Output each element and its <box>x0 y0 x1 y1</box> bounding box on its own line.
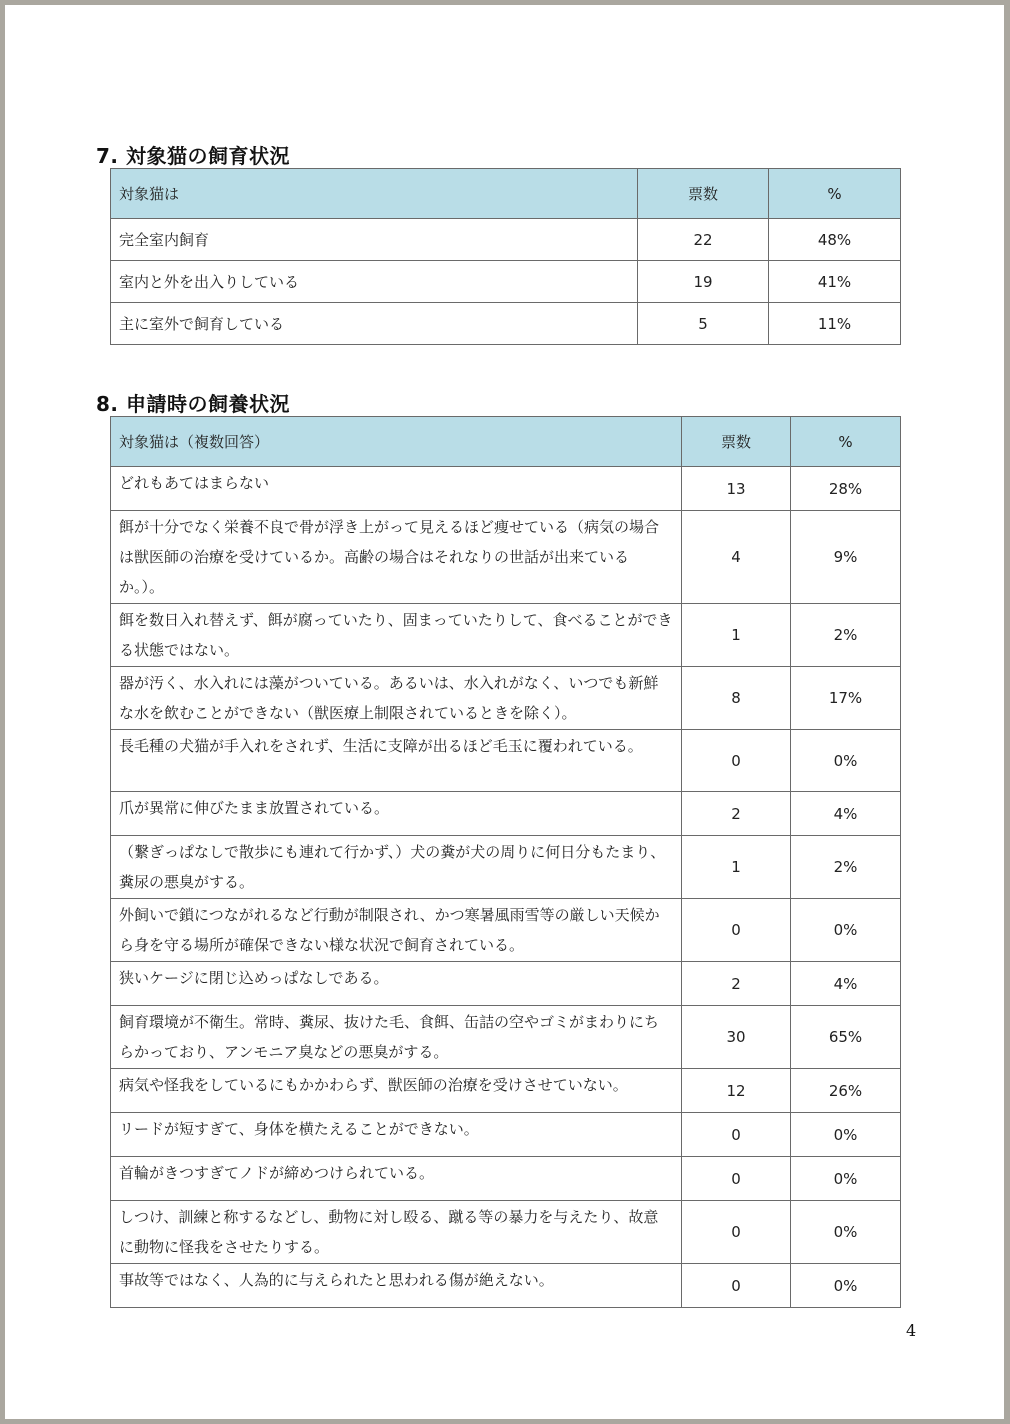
row-count: 0 <box>682 1264 791 1308</box>
row-percent: 2% <box>791 604 901 667</box>
row-percent: 0% <box>791 1113 901 1157</box>
section-7-title: 7. 対象猫の飼育状況 <box>96 144 290 168</box>
table-row <box>111 1006 901 1069</box>
table-row <box>111 511 901 604</box>
row-label: 主に室外で飼育している <box>111 303 638 345</box>
table-row <box>111 730 901 792</box>
row-label: 長毛種の犬猫が手入れをされず、生活に支障が出るほど毛玉に覆われている。 <box>111 730 682 792</box>
table-row <box>111 219 901 261</box>
row-label: 飼育環境が不衛生。常時、糞尿、抜けた毛、食餌、缶詰の空やゴミがまわりにちらかっており、アンモニア臭などの悪臭がする。 <box>111 1006 682 1069</box>
row-percent: 9% <box>791 511 901 604</box>
row-count: 22 <box>638 219 769 261</box>
table-row <box>111 667 901 730</box>
table-row <box>111 899 901 962</box>
page-number: 4 <box>906 1321 917 1340</box>
row-percent: 0% <box>791 1201 901 1264</box>
row-count: 1 <box>682 836 791 899</box>
row-count: 12 <box>682 1069 791 1113</box>
table-row <box>111 1201 901 1264</box>
row-count: 30 <box>682 1006 791 1069</box>
table-row <box>111 962 901 1006</box>
cat-keeping-table <box>110 168 901 345</box>
table-row <box>111 604 901 667</box>
row-percent: 17% <box>791 667 901 730</box>
row-label: 首輪がきつすぎてノドが締めつけられている。 <box>111 1157 682 1201</box>
application-condition-table <box>110 416 901 1308</box>
table-row <box>111 1264 901 1308</box>
row-percent: 0% <box>791 1157 901 1201</box>
column-header-percent: % <box>791 417 901 467</box>
row-count: 2 <box>682 962 791 1006</box>
row-count: 0 <box>682 899 791 962</box>
row-label: 器が汚く、水入れには藻がついている。あるいは、水入れがなく、いつでも新鮮な水を飲むことができない（獣医療上制限されているときを除く）。 <box>111 667 682 730</box>
row-label: （繋ぎっぱなしで散歩にも連れて行かず、）犬の糞が犬の周りに何日分もたまり、糞尿の悪臭がする。 <box>111 836 682 899</box>
row-label: 病気や怪我をしているにもかかわらず、獣医師の治療を受けさせていない。 <box>111 1069 682 1113</box>
row-count: 8 <box>682 667 791 730</box>
table-header-row <box>111 417 901 467</box>
row-percent: 11% <box>769 303 901 345</box>
row-percent: 0% <box>791 1264 901 1308</box>
row-count: 5 <box>638 303 769 345</box>
row-percent: 4% <box>791 962 901 1006</box>
table-row <box>111 467 901 511</box>
row-label: リードが短すぎて、身体を横たえることができない。 <box>111 1113 682 1157</box>
table-row <box>111 261 901 303</box>
row-percent: 41% <box>769 261 901 303</box>
column-header-subject: 対象猫は <box>111 169 638 219</box>
table-row <box>111 1113 901 1157</box>
row-label: 狭いケージに閉じ込めっぱなしである。 <box>111 962 682 1006</box>
row-label: どれもあてはまらない <box>111 467 682 511</box>
row-count: 1 <box>682 604 791 667</box>
row-label: 完全室内飼育 <box>111 219 638 261</box>
row-count: 2 <box>682 792 791 836</box>
row-count: 0 <box>682 1201 791 1264</box>
row-count: 0 <box>682 730 791 792</box>
table-row <box>111 792 901 836</box>
row-percent: 26% <box>791 1069 901 1113</box>
row-percent: 48% <box>769 219 901 261</box>
row-label: 餌を数日入れ替えず、餌が腐っていたり、固まっていたりして、食べることができる状態ではない。 <box>111 604 682 667</box>
row-count: 4 <box>682 511 791 604</box>
row-label: 室内と外を出入りしている <box>111 261 638 303</box>
row-count: 0 <box>682 1113 791 1157</box>
row-percent: 4% <box>791 792 901 836</box>
section-8-title: 8. 申請時の飼養状況 <box>96 392 290 416</box>
column-header-percent: % <box>769 169 901 219</box>
table-row <box>111 1069 901 1113</box>
table-header-row <box>111 169 901 219</box>
row-count: 13 <box>682 467 791 511</box>
document-page <box>5 5 1004 1419</box>
table-row <box>111 1157 901 1201</box>
row-percent: 65% <box>791 1006 901 1069</box>
table-row <box>111 836 901 899</box>
row-count: 19 <box>638 261 769 303</box>
column-header-subject: 対象猫は（複数回答） <box>111 417 682 467</box>
column-header-votes: 票数 <box>638 169 769 219</box>
row-label: 事故等ではなく、人為的に与えられたと思われる傷が絶えない。 <box>111 1264 682 1308</box>
row-percent: 28% <box>791 467 901 511</box>
row-percent: 0% <box>791 730 901 792</box>
row-count: 0 <box>682 1157 791 1201</box>
column-header-votes: 票数 <box>682 417 791 467</box>
row-percent: 0% <box>791 899 901 962</box>
row-label: 爪が異常に伸びたまま放置されている。 <box>111 792 682 836</box>
row-label: 餌が十分でなく栄養不良で骨が浮き上がって見えるほど痩せている（病気の場合は獣医師の治療を受けているか。高齢の場合はそれなりの世話が出来ているか。）。 <box>111 511 682 604</box>
row-percent: 2% <box>791 836 901 899</box>
row-label: しつけ、訓練と称するなどし、動物に対し殴る、蹴る等の暴力を与えたり、故意に動物に怪我をさせたりする。 <box>111 1201 682 1264</box>
row-label: 外飼いで鎖につながれるなど行動が制限され、かつ寒暑風雨雪等の厳しい天候から身を守る場所が確保できない様な状況で飼育されている。 <box>111 899 682 962</box>
table-row <box>111 303 901 345</box>
